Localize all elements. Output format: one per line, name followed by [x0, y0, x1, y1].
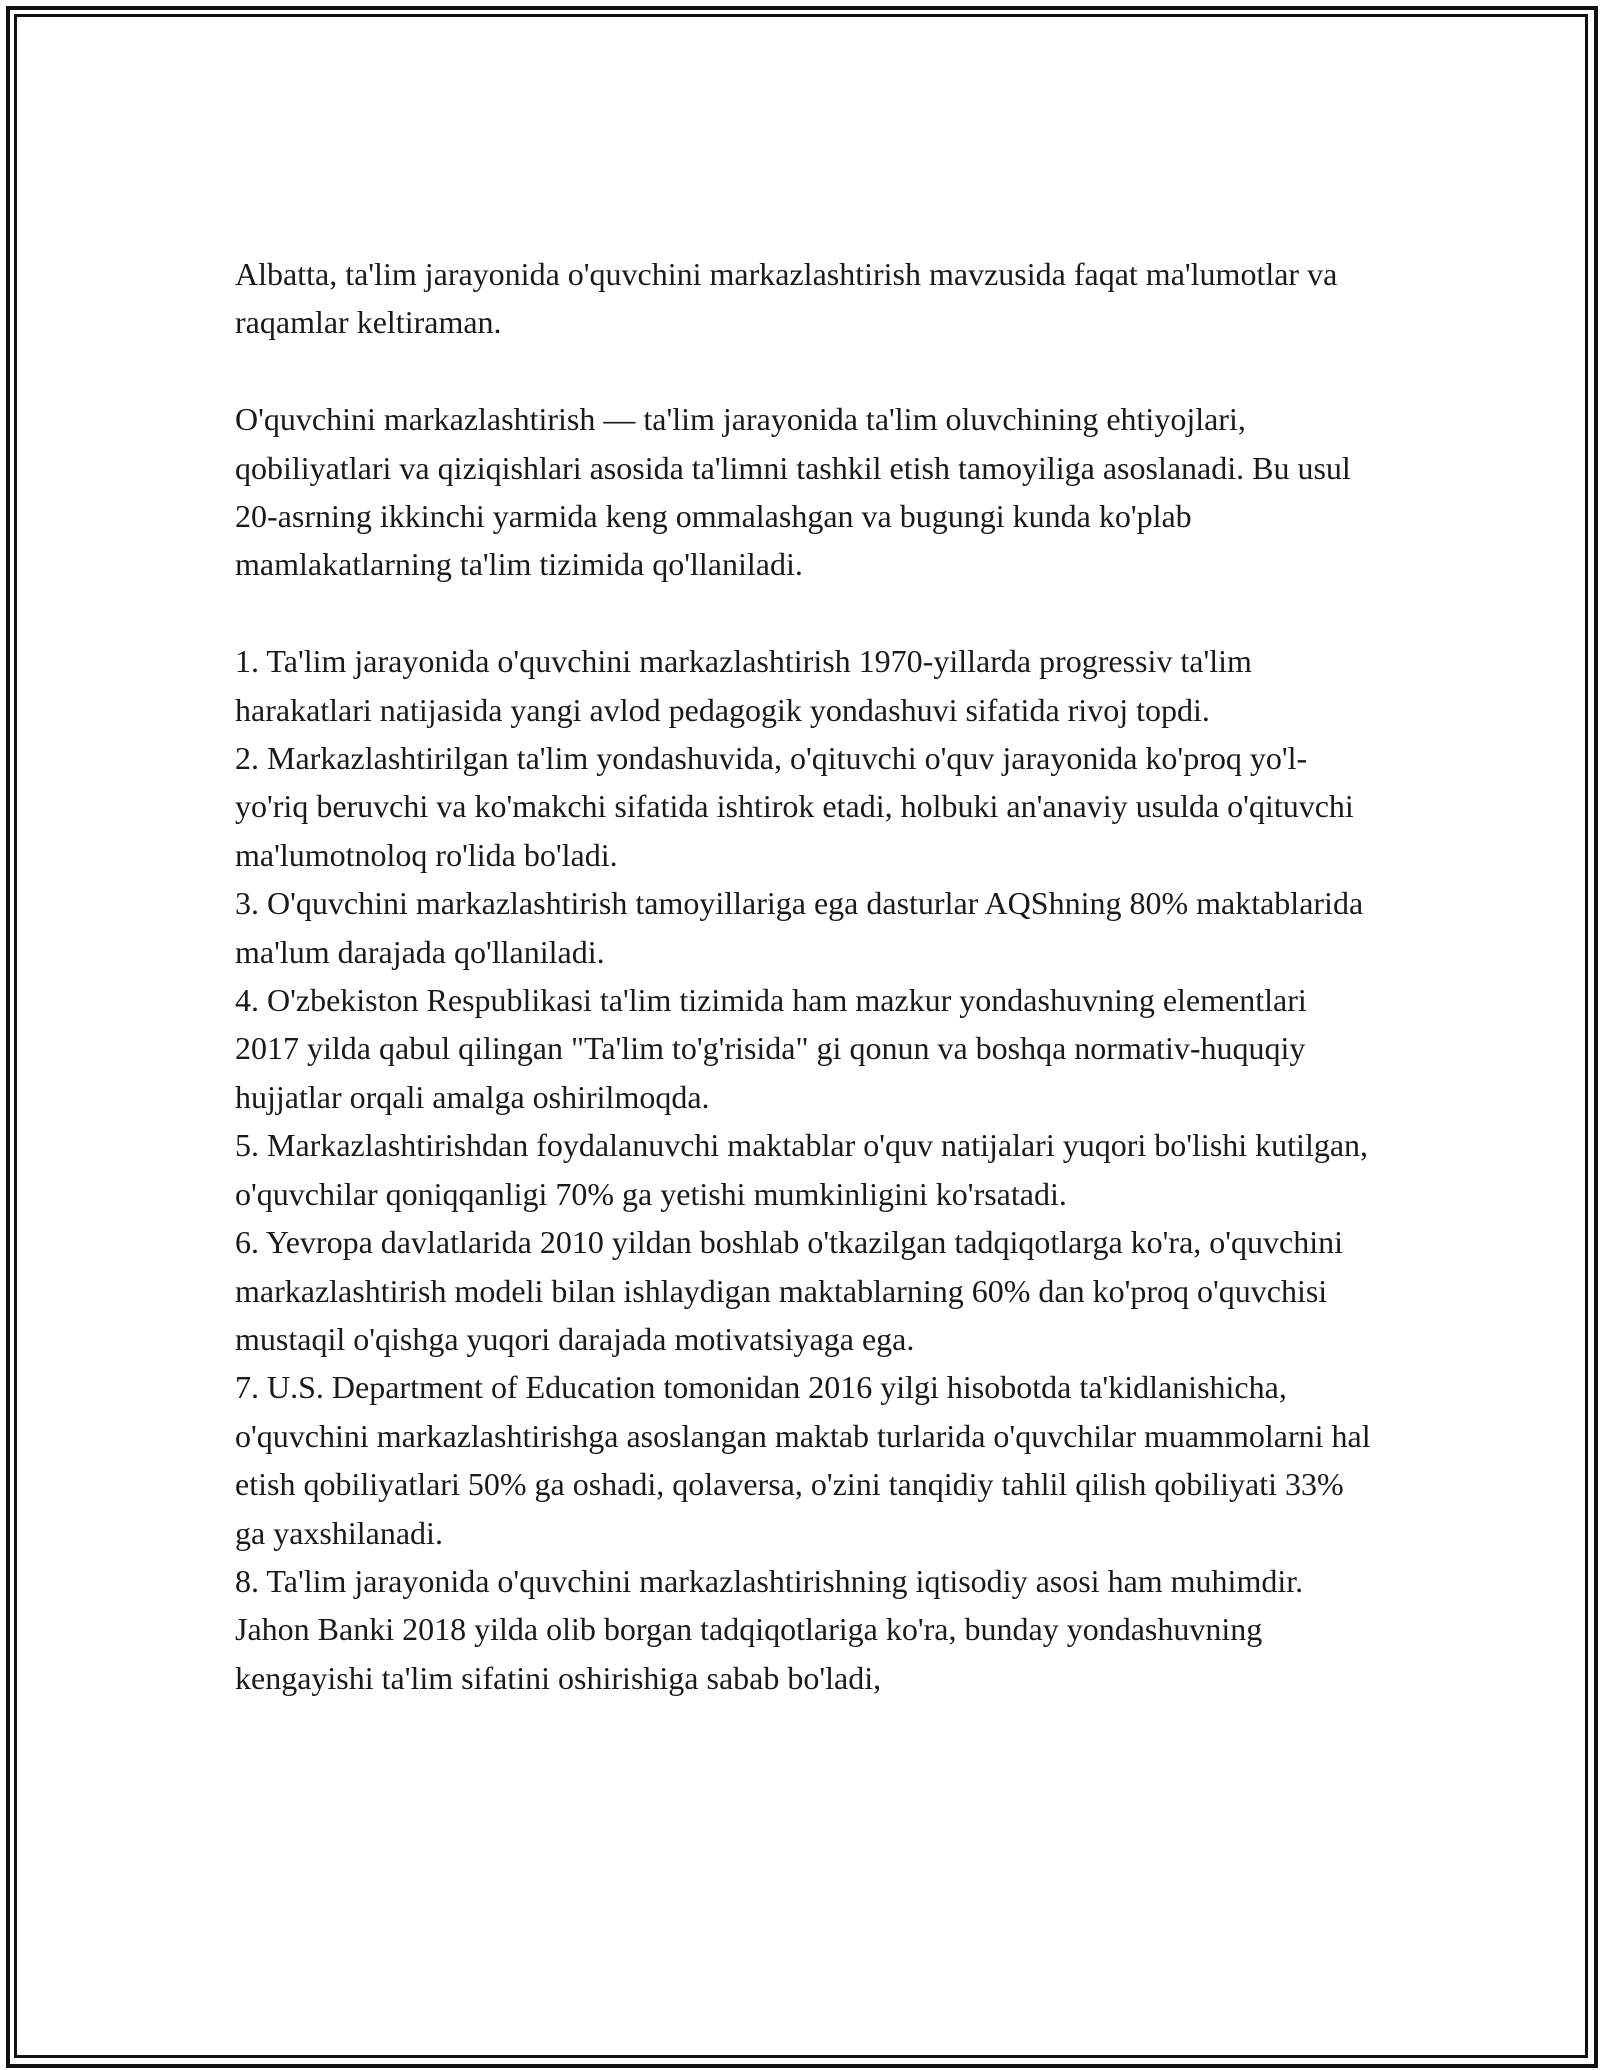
- document-body: [235, 250, 1375, 1702]
- paragraph-spacer: [235, 589, 1375, 637]
- list-item: 4. O'zbekiston Respublikasi ta'lim tizimida ham mazkur yondashuvning elementlari 2017 yilda qabul qilingan "Ta'lim to'g'risida" gi qonun va boshqa normativ-huquqiy hujjatlar orqali amalga oshirilmoqda.: [235, 982, 1307, 1115]
- list-item: 6. Yevropa davlatlarida 2010 yildan boshlab o'tkazilgan tadqiqotlarga ko'ra, o'quvchini markazlashtirish modeli bilan ishlaydigan maktablarning 60% dan ko'proq o'quvchisi mustaqil o'qishga yuqori darajada motivatsiyaga ega.: [235, 1224, 1344, 1357]
- paragraph-spacer: [235, 347, 1375, 395]
- list-item: 7. U.S. Department of Education tomonidan 2016 yilgi hisobotda ta'kidlanishicha, o'quvchini markazlashtirishga asoslangan maktab turlarida o'quvchilar muammolarni hal etish qobiliyatlari 50% ga oshadi, qolaversa, o'zini tanqidiy tahlil qilish qobiliyati 33% ga yaxshilanadi.: [235, 1369, 1371, 1551]
- numbered-list: [235, 637, 1375, 1702]
- list-item: 5. Markazlashtirishdan foydalanuvchi maktablar o'quv natijalari yuqori bo'lishi kutilgan, o'quvchilar qoniqqanligi 70% ga yetishi mumkinligini ko'rsatadi.: [235, 1127, 1369, 1212]
- list-item: 1. Ta'lim jarayonida o'quvchini markazlashtirish 1970-yillarda progressiv ta'lim harakatlari natijasida yangi avlod pedagogik yondashuvi sifatida rivoj topdi.: [235, 643, 1252, 728]
- list-item: 8. Ta'lim jarayonida o'quvchini markazlashtirishning iqtisodiy asosi ham muhimdir. Jahon Banki 2018 yilda olib borgan tadqiqotlariga ko'ra, bunday yondashuvning kengayishi ta'lim sifatini oshirishiga sabab bo'ladi,: [235, 1562, 1304, 1696]
- list-item: 3. O'quvchini markazlashtirish tamoyillariga ega dasturlar AQShning 80% maktablarida ma'lum darajada qo'llaniladi.: [235, 885, 1364, 970]
- definition-paragraph: O'quvchini markazlashtirish — ta'lim jarayonida ta'lim oluvchining ehtiyojlari, qobiliyatlari va qiziqishlari asosida ta'limni tashkil etish tamoyiliga asoslanadi. Bu usul 20-asrning ikkinchi yarmida keng ommalashgan va bugungi kunda ko'plab mamlakatlarning ta'lim tizimida qo'llaniladi.: [235, 401, 1351, 583]
- intro-paragraph: Albatta, ta'lim jarayonida o'quvchini markazlashtirish mavzusida faqat ma'lumotlar va raqamlar keltiraman.: [235, 256, 1338, 341]
- list-item: 2. Markazlashtirilgan ta'lim yondashuvida, o'qituvchi o'quv jarayonida ko'proq yo'l-yo'riq beruvchi va ko'makchi sifatida ishtirok etadi, holbuki an'anaviy usulda o'qituvchi ma'lumotnoloq ro'lida bo'ladi.: [235, 740, 1354, 873]
